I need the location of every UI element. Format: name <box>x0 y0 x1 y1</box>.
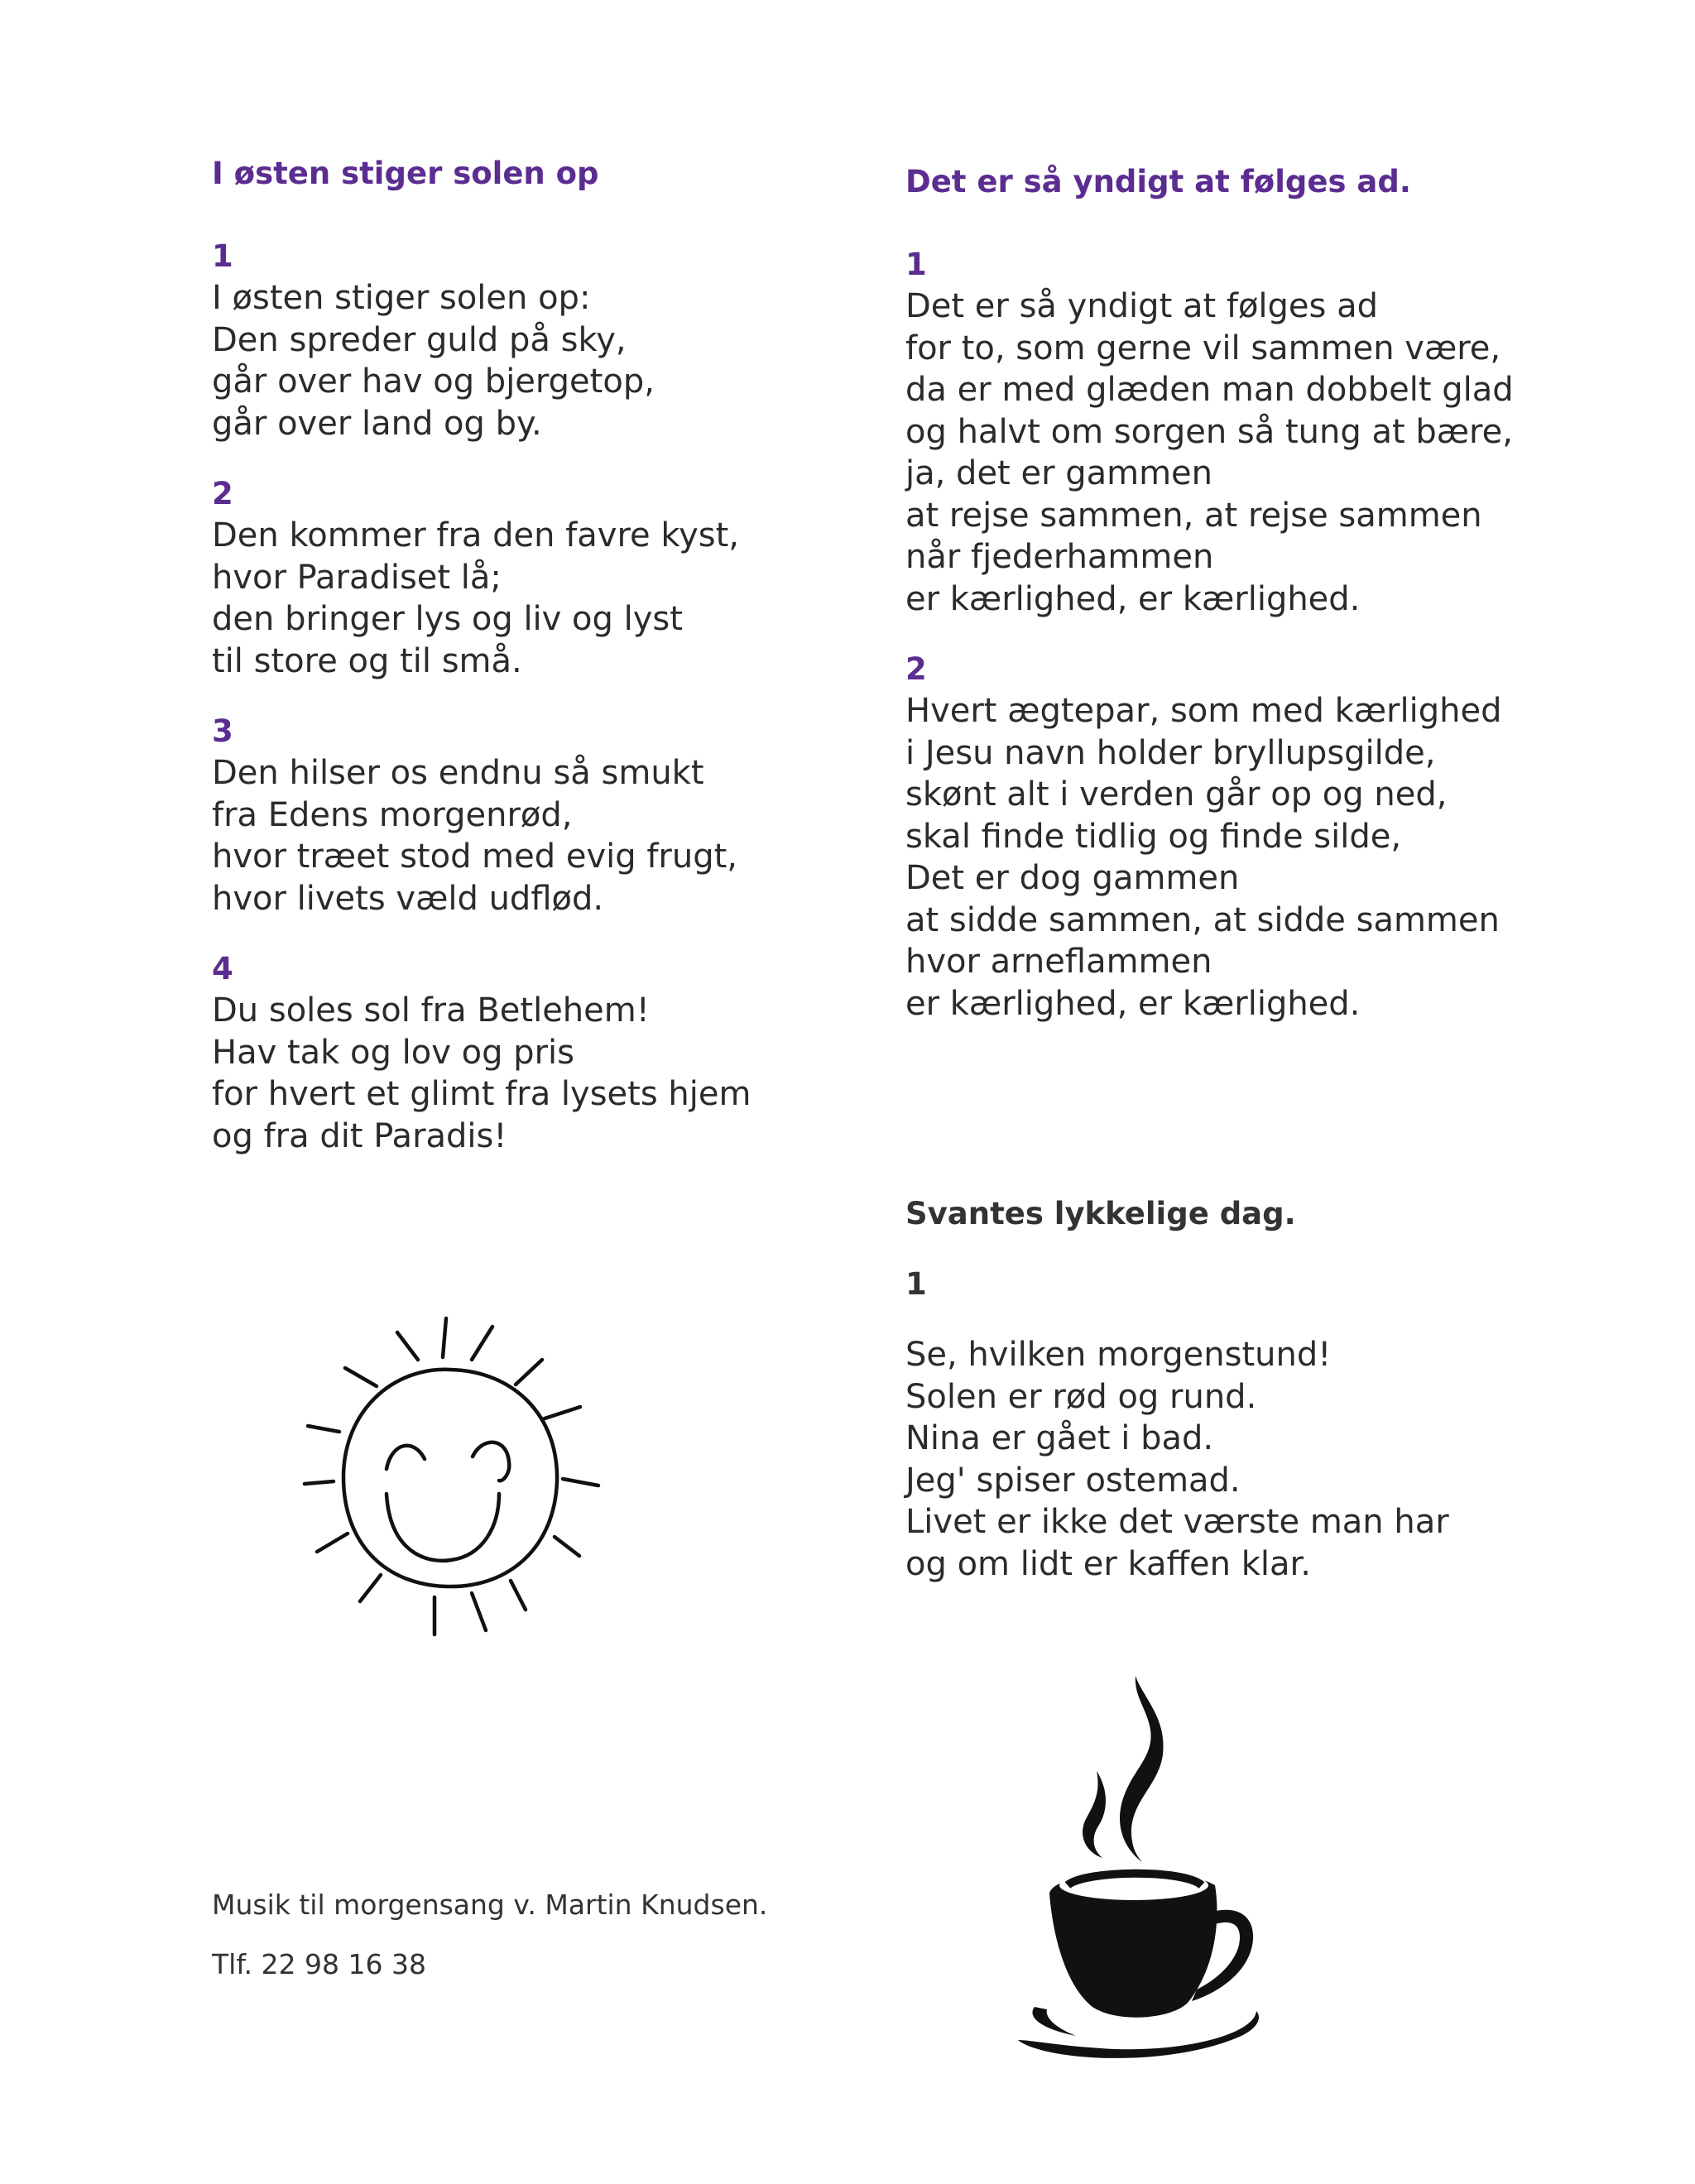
verse-line: Solen er rød og rund. <box>905 1377 1257 1416</box>
footer <box>212 1889 874 1981</box>
verse-line: Nina er gået i bad. <box>905 1419 1214 1457</box>
verse-line: går over land og by. <box>212 404 542 443</box>
verse-line: hvor livets væld udflød. <box>212 879 604 918</box>
verse-line: fra Edens morgenrød, <box>212 795 573 834</box>
verse <box>212 948 841 1157</box>
verse-number: 2 <box>212 476 233 511</box>
verse-line: Den kommer fra den favre kyst, <box>212 516 740 554</box>
verse-number: 1 <box>905 1266 927 1302</box>
verse-line: at sidde sammen, at sidde sammen <box>905 900 1500 939</box>
verse-line: er kærlighed, er kærlighed. <box>905 579 1361 618</box>
verse-line: og fra dit Paradis! <box>212 1116 507 1155</box>
right-song <box>905 161 1650 1025</box>
verse-line: Det er så yndigt at følges ad <box>905 287 1378 325</box>
right-song-title: Det er så yndigt at følges ad. <box>905 164 1411 199</box>
smiling-sun-icon <box>294 1312 608 1643</box>
verse-line: hvor træet stod med evig frugt, <box>212 838 738 876</box>
verse-line: Du soles sol fra Betlehem! <box>212 991 650 1030</box>
verse <box>212 711 841 919</box>
verse-line: at rejse sammen, at rejse sammen <box>905 496 1482 535</box>
left-song-title: I østen stiger solen op <box>212 156 599 191</box>
third-song <box>905 1193 1650 1585</box>
verse <box>212 236 841 444</box>
verse-line: Den hilser os endnu så smukt <box>212 754 704 792</box>
left-song <box>212 153 841 1157</box>
verse-line: skal finde tidlig og finde silde, <box>905 817 1402 856</box>
verse-line: ja, det er gammen <box>905 454 1213 492</box>
verse-line: skønt alt i verden går op og ned, <box>905 775 1448 814</box>
verse-line: Jeg' spiser ostemad. <box>905 1461 1241 1500</box>
verse-line: er kærlighed, er kærlighed. <box>905 984 1361 1023</box>
verse-line: går over hav og bjergetop, <box>212 362 655 401</box>
verse-line: hvor Paradiset lå; <box>212 558 502 597</box>
verse-number: 2 <box>905 651 927 687</box>
verse-number: 1 <box>212 238 233 274</box>
verse-line: til store og til små. <box>212 641 522 680</box>
verse-line: hvor arneflammen <box>905 943 1212 981</box>
verse-line: i Jesu navn holder bryllupsgilde, <box>905 733 1436 772</box>
verse-line: Hav tak og lov og pris <box>212 1033 574 1072</box>
verse-line: for to, som gerne vil sammen være, <box>905 329 1501 367</box>
verse-line: når fjederhammen <box>905 538 1214 576</box>
verse-number: 4 <box>212 951 233 986</box>
music-credit: Musik til morgensang v. Martin Knudsen. <box>212 1889 768 1921</box>
verse-line: Hvert ægtepar, som med kærlighed <box>905 692 1502 730</box>
verse-line: I østen stiger solen op: <box>212 279 591 317</box>
phone-number: Tlf. 22 98 16 38 <box>212 1948 426 1980</box>
verse-line: og halvt om sorgen så tung at bære, <box>905 412 1513 451</box>
verse-number: 1 <box>905 247 927 282</box>
verse-line: den bringer lys og liv og lyst <box>212 600 683 638</box>
verse <box>212 473 841 682</box>
verse-line: da er med glæden man dobbelt glad <box>905 371 1514 409</box>
verse-line: Det er dog gammen <box>905 859 1240 897</box>
verse-line: Den spreder guld på sky, <box>212 320 627 359</box>
verse-line: og om lidt er kaffen klar. <box>905 1544 1311 1583</box>
verse-number: 3 <box>212 713 233 749</box>
third-song-title: Svantes lykkelige dag. <box>905 1196 1296 1231</box>
verse <box>905 649 1650 1025</box>
verse-line: Livet er ikke det værste man har <box>905 1503 1449 1541</box>
verse-line: Se, hvilken morgenstund! <box>905 1336 1332 1374</box>
verse-line: for hvert et glimt fra lysets hjem <box>212 1075 751 1113</box>
verse <box>905 244 1650 620</box>
coffee-cup-icon <box>1010 1672 1275 2086</box>
